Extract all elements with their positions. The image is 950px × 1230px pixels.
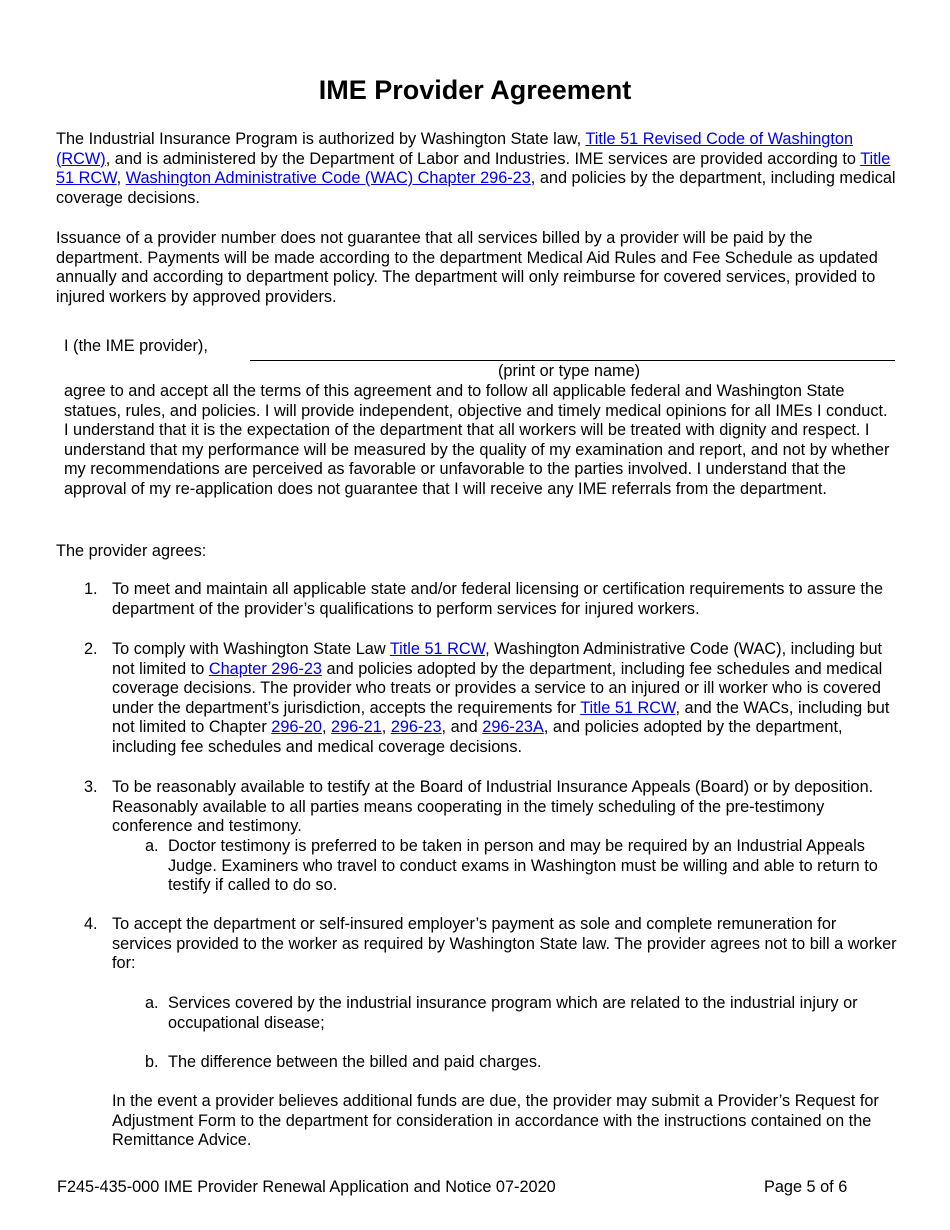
link-title51-rcw[interactable]: Title 51 RCW	[389, 640, 486, 658]
intro-text: , and is administered by the Department of Labor and Industries. IME services are provided according to	[105, 149, 861, 168]
name-signature-line[interactable]	[250, 360, 895, 361]
list-number: 1.	[84, 580, 98, 598]
sub-list-text: Services covered by the industrial insurance program which are related to the industrial injury or occupational disease;	[168, 994, 858, 1032]
provider-agrees-heading: The provider agrees:	[56, 542, 207, 560]
list-text: To accept the department or self-insured employer’s payment as sole and complete remuneration for services provided to the worker as required by Washington State law. The provider agrees not to bill a worker for:	[112, 915, 897, 973]
list-letter: b.	[145, 1053, 159, 1071]
item-text: To comply with Washington State Law	[112, 640, 390, 658]
intro-paragraph-2	[56, 229, 898, 307]
list-text: To meet and maintain all applicable state and/or federal licensing or certification requirements to assure the department of the provider’s qualifications to perform services for injured workers.	[112, 580, 884, 618]
link-296-20[interactable]: 296-20	[271, 718, 322, 737]
agreement-paragraph	[64, 382, 894, 500]
list-text	[112, 640, 899, 758]
link-296-21[interactable]: 296-21	[331, 718, 382, 737]
item-text: , and the WACs, including but not limited to Chapter	[112, 698, 890, 737]
footer-form-id: F245-435-000 IME Provider Renewal Application and Notice 07-2020	[57, 1178, 556, 1196]
list-text: To be reasonably available to testify at the Board of Industrial Insurance Appeals (Board) or by deposition. Reasonably available to all parties means cooperating in the timely scheduling of the pre-testimony conference and testimony.	[112, 778, 874, 836]
intro-text: ,	[116, 169, 126, 188]
link-title51-rcw-full[interactable]: Title 51 Revised Code of Washington (RCW)	[56, 130, 853, 168]
sub-list-text: The difference between the billed and paid charges.	[168, 1053, 542, 1071]
signature-label: I (the IME provider),	[64, 337, 208, 355]
footer-page-number: Page 5 of 6	[764, 1178, 848, 1196]
sub-list-text: Doctor testimony is preferred to be taken in person and may be required by an Industrial Appeals Judge. Examiners who travel to conduct exams in Washington must be willing and able to return to testify if called to do so.	[168, 837, 878, 895]
list-number: 4.	[84, 915, 98, 933]
intro-text: The Industrial Insurance Program is authorized by Washington State law,	[56, 130, 586, 148]
item-text: , and	[441, 718, 483, 737]
link-296-23a[interactable]: 296-23A	[482, 718, 544, 737]
intro-text: , and policies by the department, including medical coverage decisions.	[56, 169, 896, 207]
item-text: ,	[321, 718, 332, 737]
link-title51-rcw[interactable]: Title 51 RCW	[580, 698, 676, 717]
page-title: IME Provider Agreement	[318, 75, 632, 105]
intro-paragraph-1	[56, 130, 898, 208]
list-number: 3.	[84, 778, 98, 796]
link-title51-rcw[interactable]: Title 51 RCW	[56, 149, 891, 188]
link-chapter-296-23[interactable]: Chapter 296-23	[208, 659, 322, 678]
item-text: ,	[381, 718, 391, 737]
list-letter: a.	[145, 837, 159, 855]
link-wac-296-23[interactable]: Washington Administrative Code (WAC) Chapter 296-23	[125, 169, 531, 188]
agreement-text: agree to and accept all the terms of this agreement and to follow all applicable federal and Washington State statues, rules, and policies. I will provide independent, objective and timely medical opinions for all IMEs I conduct. I understand that it is the expectation of the department that all workers will be treated with dignity and respect. I understand that my performance will be measured by the quality of my examination and report, and not by whether my recommendations are perceived as favorable or unfavorable to the parties involved. I understand that the approval of my re-application does not guarantee that I will receive any IME referrals from the department.	[64, 382, 890, 498]
item-text: , and policies adopted by the department, including fee schedules and medical coverage decisions.	[112, 718, 843, 756]
list-number: 2.	[84, 640, 98, 658]
list-letter: a.	[145, 994, 159, 1012]
closing-paragraph: In the event a provider believes additional funds are due, the provider may submit a Provider’s Request for Adjustment Form to the department for consideration in accordance with the instructions contained on the Remittance Advice.	[112, 1092, 879, 1150]
item-text: and policies adopted by the department, including fee schedules and medical coverage decisions. The provider who treats or provides a service to an injured or ill worker who is covered under the department’s jurisdiction, accepts the requirements for	[112, 659, 883, 717]
intro-text: Issuance of a provider number does not guarantee that all services billed by a provider will be paid by the department. Payments will be made according to the department Medical Aid Rules and Fee Schedule as updated annually and according to department policy. The department will only reimburse for covered services, provided to injured workers by approved providers.	[56, 229, 878, 306]
item-text: , Washington Administrative Code (WAC), including but not limited to	[112, 640, 883, 678]
signature-caption: (print or type name)	[498, 362, 641, 380]
link-296-23[interactable]: 296-23	[390, 718, 442, 737]
